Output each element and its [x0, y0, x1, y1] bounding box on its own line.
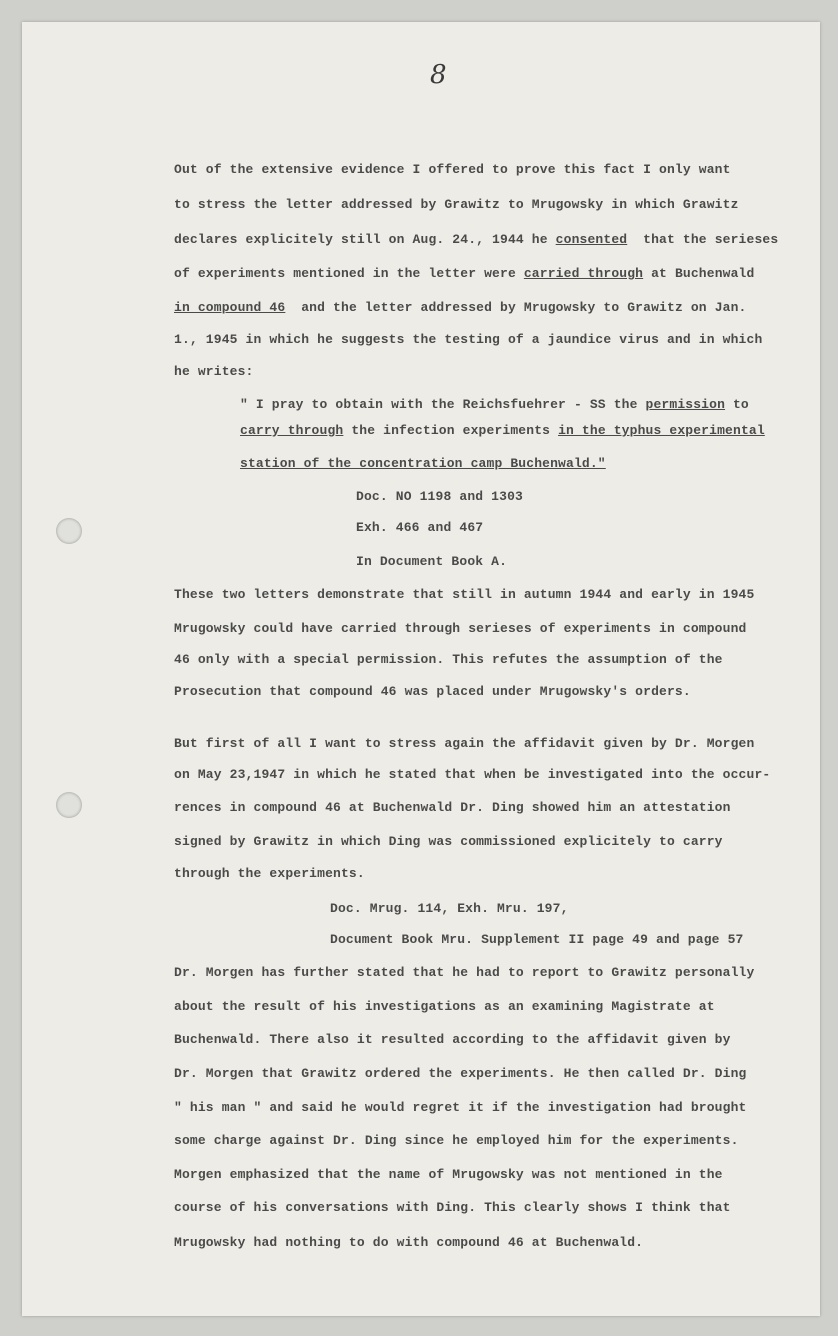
text-line: 1., 1945 in which he suggests the testing of a jaundice virus and in which: [174, 332, 763, 347]
text-line: [174, 300, 747, 316]
text-segment: and the letter addressed by Mrugowsky to Grawitz on Jan.: [285, 300, 747, 315]
text-segment: that the serieses: [627, 232, 779, 247]
text-line: Prosecution that compound 46 was placed under Mrugowsky's orders.: [174, 684, 691, 699]
page-number: 8: [430, 60, 447, 90]
text-line: Morgen emphasized that the name of Mrugowsky was not mentioned in the: [174, 1167, 723, 1182]
text-line: Mrugowsky could have carried through serieses of experiments in compound: [174, 621, 747, 636]
text-line: [174, 232, 778, 248]
text-line: But first of all I want to stress again the affidavit given by Dr. Morgen: [174, 736, 755, 751]
underlined-text: consented: [555, 232, 628, 247]
punch-hole: [56, 792, 82, 818]
text-line: These two letters demonstrate that still in autumn 1944 and early in 1945: [174, 587, 755, 602]
text-line: [174, 266, 754, 282]
text-segment: declares explicitely still on Aug. 24., 1944 he: [174, 232, 556, 247]
text-segment: the infection experiments: [343, 423, 559, 438]
quote-line: [240, 397, 749, 413]
reference-line: Document Book Mru. Supplement II page 49 and page 57: [330, 932, 744, 947]
text-segment: " I pray to obtain with the Reichsfuehrer - SS the: [240, 397, 646, 412]
text-line: through the experiments.: [174, 866, 365, 881]
text-line: Out of the extensive evidence I offered to prove this fact I only want: [174, 162, 731, 177]
paper-sheet: [22, 22, 820, 1316]
quote-line: [240, 423, 765, 439]
text-segment: to: [725, 397, 749, 412]
text-segment: at Buchenwald: [643, 266, 755, 281]
underlined-text: station of the concentration camp Buchenwald.": [240, 456, 606, 471]
reference-line: Exh. 466 and 467: [356, 520, 484, 535]
reference-line: In Document Book A.: [356, 554, 508, 569]
underlined-text: carried through: [523, 266, 644, 281]
reference-line: Doc. Mrug. 114, Exh. Mru. 197,: [330, 901, 569, 916]
text-line: some charge against Dr. Ding since he employed him for the experiments.: [174, 1133, 739, 1148]
text-line: Buchenwald. There also it resulted according to the affidavit given by: [174, 1032, 731, 1047]
underlined-text: permission: [645, 397, 726, 412]
text-segment: of experiments mentioned in the letter were: [174, 266, 524, 281]
text-line: 46 only with a special permission. This refutes the assumption of the: [174, 652, 723, 667]
text-line: signed by Grawitz in which Ding was commissioned explicitely to carry: [174, 834, 723, 849]
reference-line: Doc. NO 1198 and 1303: [356, 489, 523, 504]
punch-hole: [56, 518, 82, 544]
text-line: about the result of his investigations as an examining Magistrate at: [174, 999, 715, 1014]
text-line: course of his conversations with Ding. This clearly shows I think that: [174, 1200, 731, 1215]
quote-line: [240, 456, 606, 472]
text-line: Dr. Morgen that Grawitz ordered the experiments. He then called Dr. Ding: [174, 1066, 747, 1081]
text-line: he writes:: [174, 364, 254, 379]
text-line: to stress the letter addressed by Grawitz to Mrugowsky in which Grawitz: [174, 197, 739, 212]
underlined-text: carry through: [240, 423, 344, 438]
underlined-text: in the typhus experimental: [558, 423, 765, 438]
text-line: Mrugowsky had nothing to do with compound 46 at Buchenwald.: [174, 1235, 644, 1250]
text-line: on May 23,1947 in which he stated that when be investigated into the occur-: [174, 767, 771, 782]
text-line: rences in compound 46 at Buchenwald Dr. Ding showed him an attestation: [174, 800, 731, 815]
underlined-text: in compound 46: [174, 300, 286, 315]
text-line: Dr. Morgen has further stated that he had to report to Grawitz personally: [174, 965, 755, 980]
text-line: " his man " and said he would regret it if the investigation had brought: [174, 1100, 747, 1115]
